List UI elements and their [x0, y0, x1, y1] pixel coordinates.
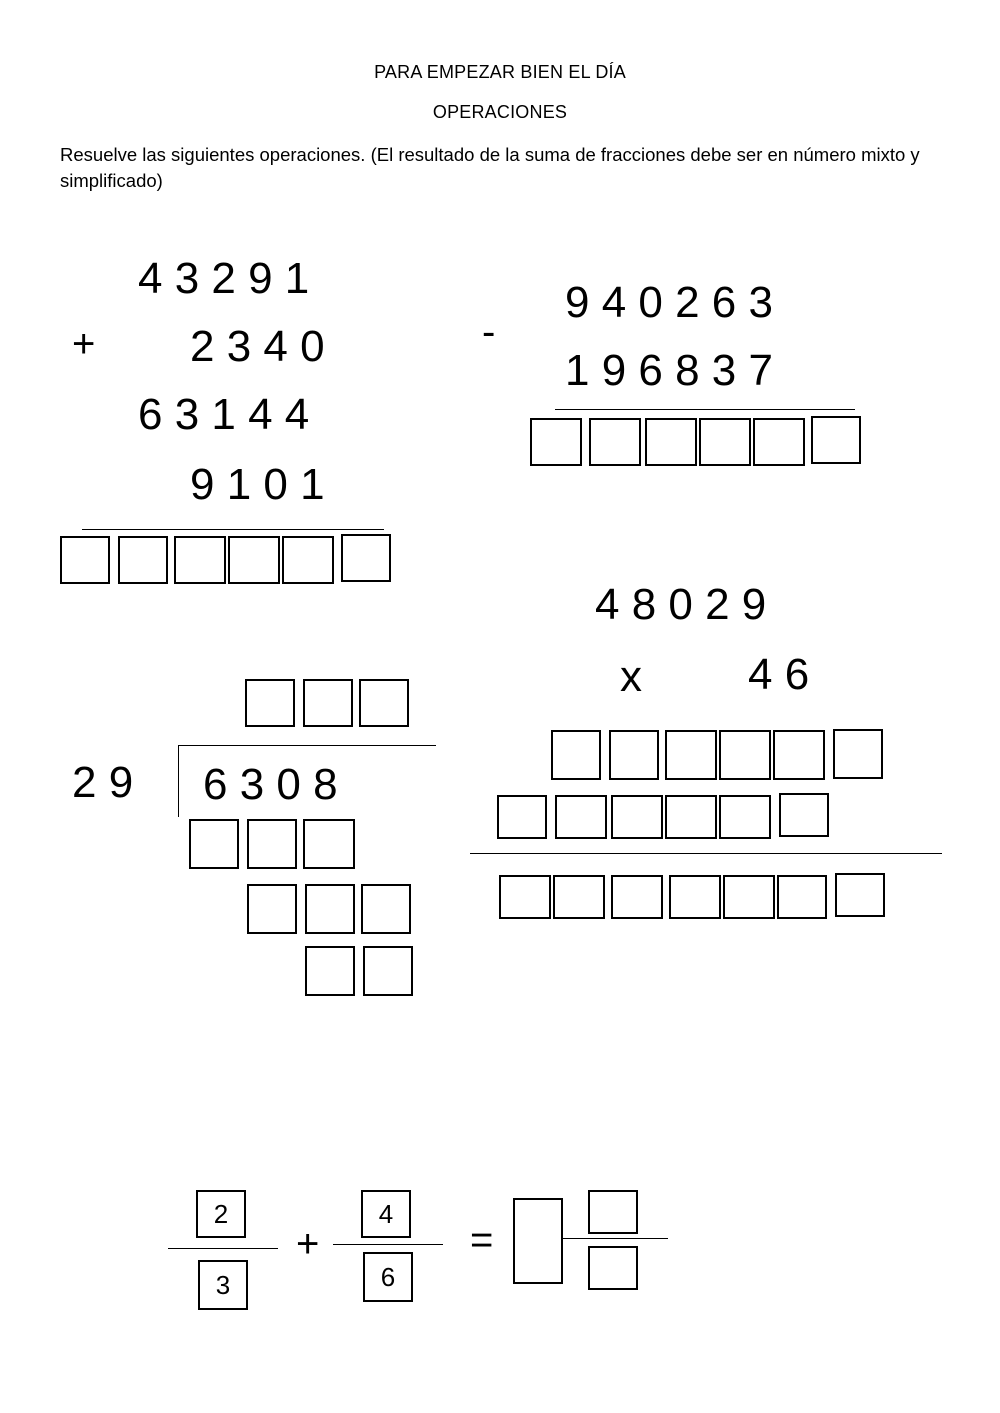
result-numerator-box[interactable]	[588, 1190, 638, 1234]
addend-2: 2 3 4 0	[190, 322, 325, 371]
minus-operator: -	[482, 310, 496, 354]
multiplication-line	[470, 853, 942, 854]
quotient-box[interactable]	[303, 679, 353, 727]
partial-product-box[interactable]	[665, 730, 717, 780]
product-answer-box[interactable]	[777, 875, 827, 919]
partial-product-box[interactable]	[779, 793, 829, 837]
subtraction-answer-box[interactable]	[699, 418, 751, 466]
result-fraction-bar	[563, 1238, 668, 1239]
plus-operator: +	[72, 322, 96, 366]
page-title: PARA EMPEZAR BIEN EL DÍA	[374, 62, 626, 82]
product-answer-box[interactable]	[723, 875, 775, 919]
result-denominator-box[interactable]	[588, 1246, 638, 1290]
partial-product-box[interactable]	[833, 729, 883, 779]
divisor: 2 9	[72, 758, 134, 807]
times-operator: x	[620, 652, 642, 701]
addition-answer-box[interactable]	[174, 536, 226, 584]
addition-answer-box[interactable]	[228, 536, 280, 584]
product-answer-box[interactable]	[553, 875, 605, 919]
minuend: 9 4 0 2 6 3	[565, 278, 773, 327]
partial-product-box[interactable]	[719, 795, 771, 839]
instructions-text: Resuelve las siguientes operaciones. (El resultado de la suma de fracciones debe ser en número mixto y simplificado)	[60, 144, 920, 191]
product-answer-box[interactable]	[835, 873, 885, 917]
multiplier: 4 6	[748, 650, 810, 699]
quotient-box[interactable]	[245, 679, 295, 727]
subtraction-answer-box[interactable]	[645, 418, 697, 466]
partial-product-box[interactable]	[551, 730, 601, 780]
division-step-box[interactable]	[361, 884, 411, 934]
fraction-2-denominator: 6	[363, 1252, 413, 1302]
product-answer-box[interactable]	[499, 875, 551, 919]
dividend: 6 3 0 8	[203, 760, 338, 809]
product-answer-box[interactable]	[669, 875, 721, 919]
subtraction-answer-box[interactable]	[589, 418, 641, 466]
equals-sign: =	[470, 1218, 494, 1262]
division-step-box[interactable]	[247, 819, 297, 869]
partial-product-box[interactable]	[497, 795, 547, 839]
division-step-box[interactable]	[305, 884, 355, 934]
addend-3: 6 3 1 4 4	[138, 390, 310, 439]
addition-line	[82, 529, 384, 530]
partial-product-box[interactable]	[611, 795, 663, 839]
division-step-box[interactable]	[305, 946, 355, 996]
partial-product-box[interactable]	[665, 795, 717, 839]
partial-product-box[interactable]	[719, 730, 771, 780]
division-step-box[interactable]	[303, 819, 355, 869]
addend-4: 9 1 0 1	[190, 460, 325, 509]
page-subtitle: OPERACIONES	[432, 102, 568, 122]
addition-answer-box[interactable]	[341, 534, 391, 582]
mixed-number-whole-box[interactable]	[513, 1198, 563, 1284]
fraction-1-numerator: 2	[196, 1190, 246, 1238]
subtrahend: 1 9 6 8 3 7	[565, 346, 773, 395]
addend-1: 4 3 2 9 1	[138, 254, 310, 303]
fraction-2-bar	[333, 1244, 443, 1245]
partial-product-box[interactable]	[609, 730, 659, 780]
addition-answer-box[interactable]	[118, 536, 168, 584]
fraction-1-bar	[168, 1248, 278, 1249]
division-step-box[interactable]	[189, 819, 239, 869]
addition-answer-box[interactable]	[282, 536, 334, 584]
subtraction-answer-box[interactable]	[530, 418, 582, 466]
partial-product-box[interactable]	[773, 730, 825, 780]
division-step-box[interactable]	[247, 884, 297, 934]
partial-product-box[interactable]	[555, 795, 607, 839]
product-answer-box[interactable]	[611, 875, 663, 919]
fraction-1-denominator: 3	[198, 1260, 248, 1310]
division-step-box[interactable]	[363, 946, 413, 996]
subtraction-line	[555, 409, 855, 410]
fraction-2-numerator: 4	[361, 1190, 411, 1238]
fraction-plus-operator: +	[296, 1222, 320, 1266]
subtraction-answer-box[interactable]	[753, 418, 805, 466]
addition-answer-box[interactable]	[60, 536, 110, 584]
multiplicand: 4 8 0 2 9	[595, 580, 767, 629]
division-bracket-vertical	[178, 745, 179, 817]
quotient-box[interactable]	[359, 679, 409, 727]
division-bracket-horizontal	[178, 745, 436, 746]
subtraction-answer-box[interactable]	[811, 416, 861, 464]
